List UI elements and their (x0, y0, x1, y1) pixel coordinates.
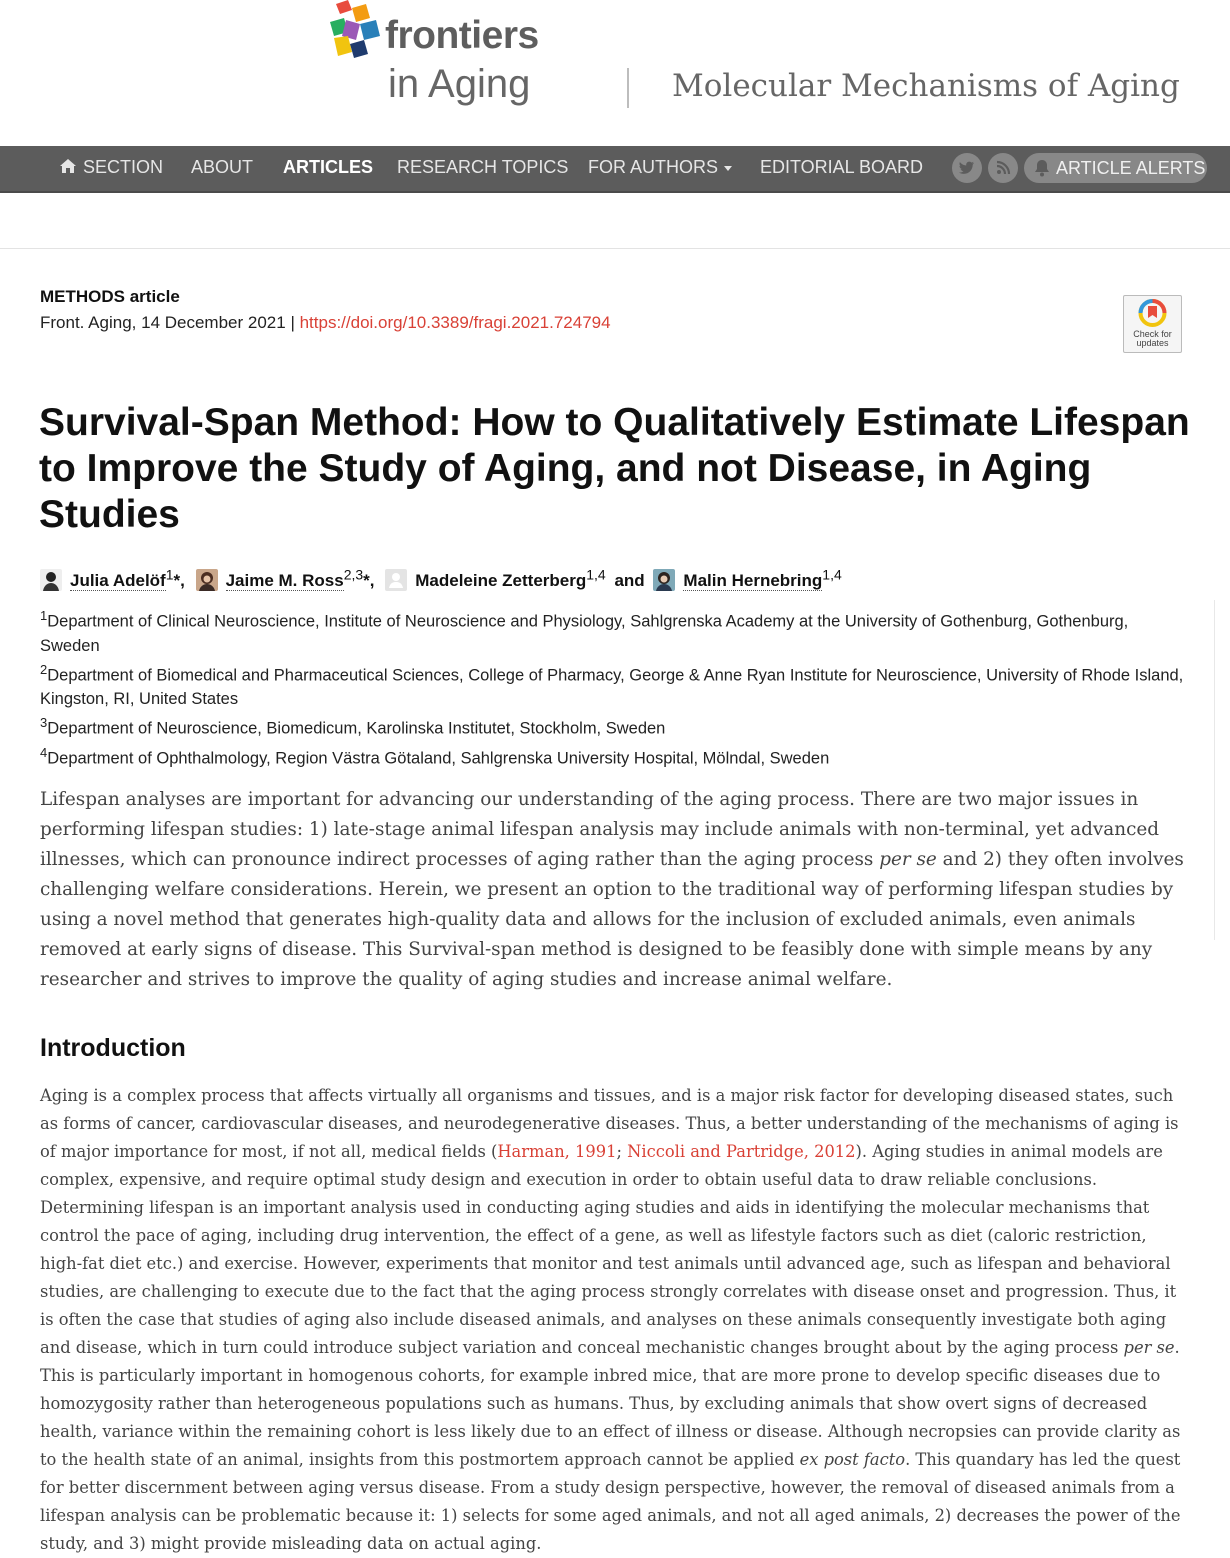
avatar (40, 569, 62, 591)
avatar (385, 569, 407, 591)
journal-name[interactable]: in Aging (388, 62, 531, 106)
twitter-icon (952, 153, 982, 183)
abstract-text: and 2) they often involves challenging welfare considerations. Herein, we present an option to the traditional way of performing lifespan studies by using a novel method that generates high-quality data and allows for the inclusion of excluded animals, even animals removed at early signs of disease. This Survival-span method is designed to be feasibly done with simple means by any researcher and strives to improve the quality of aging studies and increase animal welfare. (40, 849, 1184, 990)
author-name[interactable]: Jaime M. Ross (225, 570, 344, 590)
affiliation-text: Department of Biomedical and Pharmaceutical Sciences, College of Pharmacy, George & Anne Ryan Institute for Neuroscience, University of Rhode Island, Kingston, RI, United States (40, 666, 1184, 708)
intro-text: . This is particularly important in homogenous cohorts, for example inbred mice, that are more prone to develop specific diseases due to homozygosity rather than heterogeneous populations such as humans. Thus, by excluding animals that show overt signs of decreased health, variance within the remaining cohort is less likely due to an effect of illness or disease. Although necropsies can provide clarity as to the health state of an animal, insights from this postmortem approach cannot be applied (40, 1338, 1181, 1469)
citation-link[interactable]: Harman, 1991 (497, 1142, 617, 1161)
author-affiliation-sup: 2,3 (343, 566, 364, 582)
affiliation-text: Department of Neuroscience, Biomedicum, Karolinska Institutet, Stockholm, Sweden (47, 719, 666, 738)
intro-text: . This quandary has led the quest for better discernment between aging versus disease. From a study design perspective, however, the removal of diseased animals from a lifespan analysis can be problematic because it: 1) selects for some aged animals, and not all aged animals, 2) decreases the power of the study, and 3) might provide misleading data on actual aging. (40, 1450, 1181, 1553)
author-name[interactable]: Malin Hernebring (683, 570, 823, 590)
check-for-updates-icon (1124, 296, 1181, 330)
site-header (0, 0, 1230, 146)
avatar (653, 569, 675, 591)
doi-link[interactable]: https://doi.org/10.3389/fragi.2021.724794 (299, 313, 611, 332)
abstract-text: Lifespan analyses are important for advancing our understanding of the aging process. There are two major issues in performing lifespan studies: 1) late-stage animal lifespan analysis may include animals with non-terminal, yet advanced illnesses, which can pronounce indirect processes of aging rather than the aging process (40, 789, 1160, 870)
author-affiliation-sup: 1 (165, 566, 174, 582)
citation-link[interactable]: Niccoli and Partridge, 2012 (627, 1142, 856, 1161)
meta-separator: | (290, 313, 295, 332)
nav-for-authors[interactable] (588, 157, 732, 178)
check-for-updates-button[interactable] (1123, 295, 1182, 353)
affiliation-number: 4 (40, 744, 48, 760)
article-meta (40, 313, 611, 333)
author-suffix: *, (173, 570, 185, 590)
brand-name[interactable]: frontiers (385, 14, 539, 57)
affiliation-item (40, 658, 1190, 712)
author-julia-adelof[interactable] (40, 566, 190, 590)
nav-articles[interactable]: ARTICLES (283, 157, 373, 177)
nav-for-authors-label: FOR AUTHORS (588, 157, 719, 177)
abstract (40, 785, 1190, 995)
affiliation-number: 2 (40, 661, 48, 677)
avatar (196, 569, 218, 591)
intro-italic: ex post facto (799, 1450, 906, 1469)
author-jaime-m-ross[interactable] (196, 566, 380, 590)
author-affiliation-sup: 1,4 (822, 566, 842, 582)
intro-text: Aging is a complex process that affects virtually all organisms and tissues, and is a major risk factor for developing diseased states, such as forms of cancer, cardiovascular diseases, and neurodegenerative diseases. Thus, a better understanding of the mechanisms of aging is of major importance for most, if not all, medical fields ( (40, 1086, 1179, 1161)
intro-italic: per se (1123, 1338, 1175, 1357)
affiliation-text: Department of Clinical Neuroscience, Institute of Neuroscience and Physiology, Sahlgrenska Academy at the University of Gothenburg, Gothenburg, Sweden (40, 612, 1129, 655)
article-type: METHODS article (40, 287, 180, 306)
sidebar-edge (1214, 600, 1230, 940)
author-list (40, 566, 842, 591)
author-name[interactable]: Julia Adelöf (70, 570, 166, 590)
affiliation-number: 3 (40, 715, 48, 730)
main-nav (0, 146, 1230, 193)
introduction-paragraph (40, 1082, 1190, 1558)
nav-section[interactable] (59, 157, 163, 178)
rss-icon (988, 153, 1018, 183)
check-for-updates-label: Check for updates (1133, 329, 1172, 348)
article-alerts-button[interactable] (1024, 153, 1207, 183)
author-suffix: *, (363, 570, 375, 590)
intro-text: ). Aging studies in animal models are complex, expensive, and require optimal study design and execution in order to obtain useful data to draw reliable conclusions. Determining lifespan is an important analysis used in conducting aging studies and aids in identifying the molecular mechanisms that control the pace of aging, including drug intervention, the effect of a gene, as well as lifestyle factors such as diet (caloric restriction, high-fat diet etc.) and exercise. However, experiments that monitor and test animals until advanced age, such as lifespan and behavioral studies, are challenging to execute due to the fact that the aging process strongly correlates with disease onset and progression. Thus, it is often the case that studies of aging also include diseased animals, and analyses on these animals consequently investigate both aging and disease, which in turn could introduce subject variation and conceal mechanistic changes brought about by the aging process (40, 1142, 1177, 1357)
section-divider (0, 248, 1230, 249)
header-divider (627, 68, 629, 108)
affiliation-item (40, 604, 1190, 658)
home-icon (59, 158, 77, 174)
affiliation-list (40, 604, 1190, 770)
affiliation-item (40, 711, 1190, 741)
twitter-button[interactable] (952, 153, 982, 183)
journal-date: Front. Aging, 14 December 2021 (40, 313, 286, 332)
introduction-heading: Introduction (40, 1034, 186, 1062)
nav-editorial-board[interactable]: EDITORIAL BOARD (760, 157, 924, 177)
affiliation-text: Department of Ophthalmology, Region Västra Götaland, Sahlgrenska University Hospital, Mölndal, Sweden (47, 749, 830, 767)
frontiers-logo-icon[interactable] (326, 0, 382, 60)
chevron-down-icon (724, 166, 732, 171)
section-name[interactable]: Molecular Mechanisms of Aging (672, 68, 1180, 104)
nav-research-topics[interactable]: RESEARCH TOPICS (397, 157, 569, 177)
author-malin-hernebring[interactable] (653, 566, 842, 590)
citation-separator: ; (616, 1142, 628, 1161)
abstract-italic: per se (879, 849, 937, 870)
nav-about[interactable]: ABOUT (191, 157, 254, 177)
author-affiliation-sup: 1,4 (586, 566, 606, 582)
author-madeleine-zetterberg[interactable] (385, 566, 610, 590)
article-alerts-label: ARTICLE ALERTS (1056, 158, 1206, 178)
rss-button[interactable] (988, 153, 1018, 183)
author-name[interactable]: Madeleine Zetterberg (415, 570, 587, 590)
article-title: Survival-Span Method: How to Qualitatively Estimate Lifespan to Improve the Study of Aging, and not Disease, in Aging Studies (39, 401, 1190, 536)
affiliation-item (40, 741, 1190, 771)
affiliation-number: 1 (40, 608, 48, 623)
bell-icon (1034, 159, 1050, 177)
nav-section-label: SECTION (83, 157, 164, 177)
authors-and: and (614, 570, 645, 590)
